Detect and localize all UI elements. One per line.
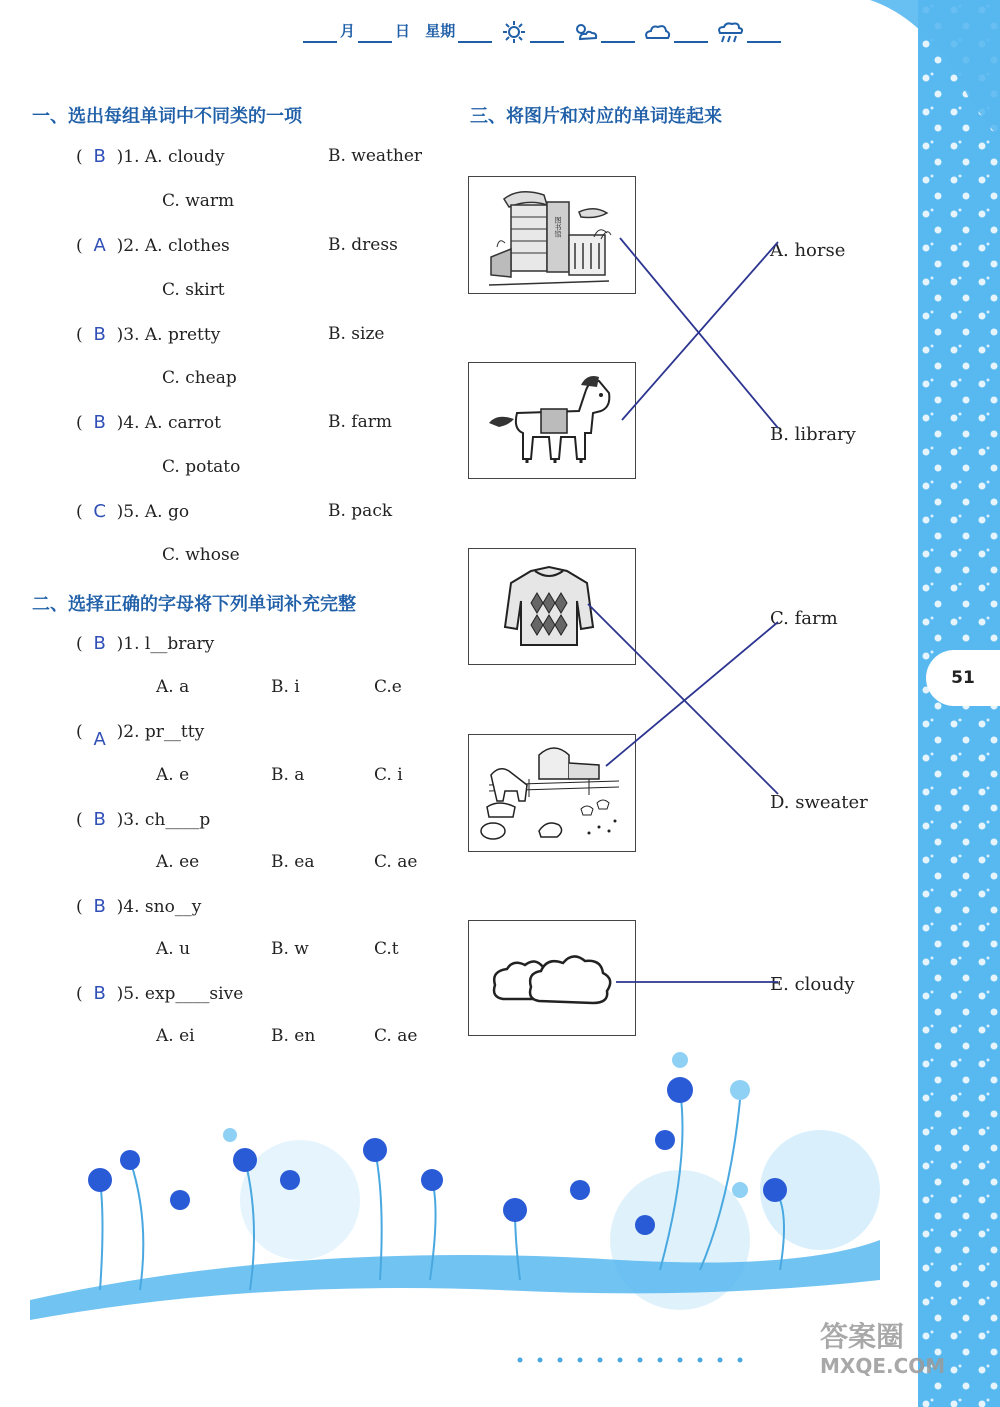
s1-option-b: B. size <box>328 324 385 344</box>
section3-title: 三、将图片和对应的单词连起来 <box>470 106 722 127</box>
page-number: 51 <box>926 650 1000 706</box>
s2-question-1: ( B )1. l__brary <box>76 633 215 654</box>
s1-question-1: ( B )1. A. cloudy <box>76 146 225 167</box>
s2-option-a: A. u <box>156 939 191 959</box>
corner-curl <box>870 0 1000 140</box>
match-word-library: B. library <box>770 424 856 445</box>
s2-option-c: C. ae <box>374 1026 418 1046</box>
s1-option-c: C. whose <box>162 545 240 565</box>
s2-option-c: C.t <box>374 939 399 959</box>
answer-mark: B <box>93 146 106 167</box>
s2-question-4: ( B )4. sno__y <box>76 896 202 917</box>
s2-question-5: ( B )5. exp____sive <box>76 983 244 1004</box>
answer-mark: B <box>93 633 106 654</box>
answer-mark: C <box>93 501 106 522</box>
s2-question-3: ( B )3. ch____p <box>76 809 211 830</box>
s2-option-b: B. w <box>271 939 309 959</box>
answer-mark: A <box>93 729 106 750</box>
s2-option-a: A. ei <box>156 1026 195 1046</box>
s2-option-a: A. a <box>156 677 190 697</box>
match-word-horse: A. horse <box>770 240 846 261</box>
s2-question-2: ( A )2. pr__tty <box>76 722 205 750</box>
s1-question-5: ( C )5. A. go <box>76 501 190 522</box>
flower-decoration <box>0 1040 930 1400</box>
s1-option-b: B. weather <box>328 146 423 166</box>
section1-title: 一、选出每组单词中不同类的一项 <box>32 106 302 127</box>
match-word-cloudy: E. cloudy <box>770 974 855 995</box>
s1-option-c: C. skirt <box>162 280 225 300</box>
s1-question-2: ( A )2. A. clothes <box>76 235 230 256</box>
s1-option-c: C. potato <box>162 457 241 477</box>
weekday-label: 星期 <box>425 22 456 40</box>
month-label: 月 <box>340 22 356 40</box>
answer-mark: B <box>93 324 106 345</box>
answer-mark: B <box>93 983 106 1004</box>
answer-mark: B <box>93 809 106 830</box>
answer-mark: A <box>93 235 106 256</box>
s1-option-b: B. farm <box>328 412 392 432</box>
match-word-farm: C. farm <box>770 608 838 629</box>
s2-option-b: B. i <box>271 677 300 697</box>
s1-question-4: ( B )4. A. carrot <box>76 412 221 433</box>
watermark: 答案圈 MXQE.COM <box>820 1320 946 1378</box>
s1-option-b: B. dress <box>328 235 398 255</box>
s2-option-c: C. i <box>374 765 403 785</box>
s2-option-b: B. a <box>271 765 305 785</box>
s1-option-b: B. pack <box>328 501 393 521</box>
s2-option-a: A. ee <box>156 852 200 872</box>
match-word-sweater: D. sweater <box>770 792 868 813</box>
section2-title: 二、选择正确的字母将下列单词补充完整 <box>32 594 356 615</box>
s2-option-c: C. ae <box>374 852 418 872</box>
svg-text:图书馆: 图书馆 <box>554 216 562 238</box>
s2-option-b: B. ea <box>271 852 315 872</box>
s2-option-a: A. e <box>156 765 190 785</box>
s1-option-c: C. cheap <box>162 368 237 388</box>
answer-mark: B <box>93 412 106 433</box>
s1-question-3: ( B )3. A. pretty <box>76 324 221 345</box>
s1-option-c: C. warm <box>162 191 235 211</box>
s2-option-b: B. en <box>271 1026 316 1046</box>
answer-mark: B <box>93 896 106 917</box>
day-label: 日 <box>395 22 411 40</box>
s2-option-c: C.e <box>374 677 402 697</box>
